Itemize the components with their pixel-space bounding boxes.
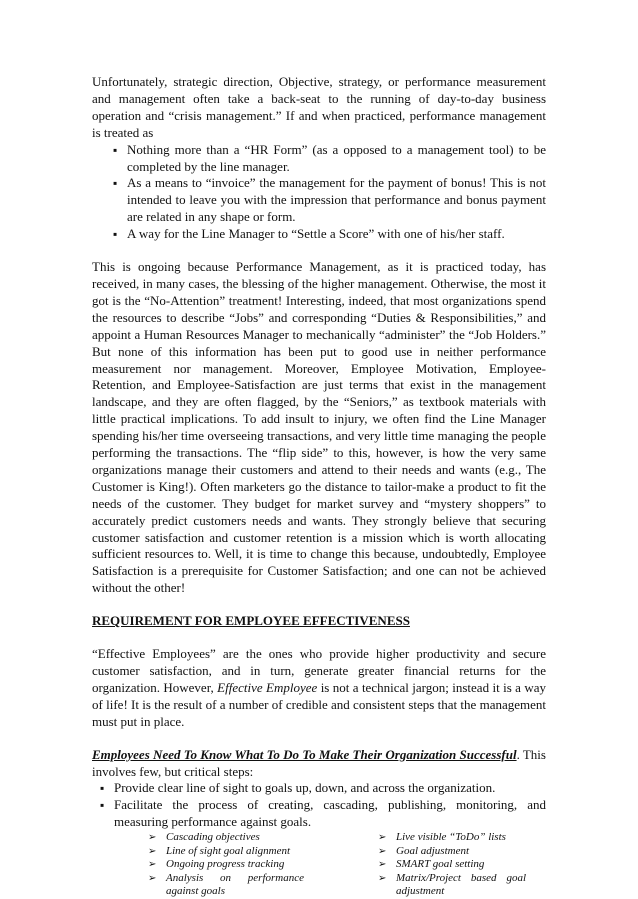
intro-bullet-list xyxy=(92,142,546,243)
list-item: ➢ Line of sight goal alignment xyxy=(146,845,304,859)
feature-columns xyxy=(92,831,546,899)
subsection-paragraph xyxy=(92,747,546,781)
section-paragraph xyxy=(92,646,546,731)
list-item: ➢ Matrix/Project based goal adjustment xyxy=(376,872,526,899)
intro-paragraph: Unfortunately, strategic direction, Objective, strategy, or performance measurement and management often take a back-seat to the running of day-to-day business operation and “crisis management.” If and when practiced, performance management is treated as xyxy=(92,74,546,140)
section-paragraph-italic: Effective Employee xyxy=(217,679,318,695)
list-item: ▪ Facilitate the process of creating, cascading, publishing, monitoring, and measuring performance against goals. xyxy=(92,797,546,831)
list-item: ▪ Provide clear line of sight to goals up, down, and across the organization. xyxy=(92,780,546,797)
list-item: ➢ Live visible “ToDo” lists xyxy=(376,831,526,845)
list-item: ➢ Ongoing progress tracking xyxy=(146,858,304,872)
list-item: ▪ Nothing more than a “HR Form” (as a opposed to a management tool) to be completed by the line manager. xyxy=(92,142,546,176)
list-item: ➢ Analysis on performance against goals xyxy=(146,872,304,899)
list-item: ➢ Goal adjustment xyxy=(376,845,526,859)
list-item: ▪ As a means to “invoice” the management for the payment of bonus! This is not intended to leave you with the impression that performance and bonus payment are related in any shape or form. xyxy=(92,175,546,226)
section-paragraph-end: is not a technical jargon; instead it is a way of life! It is the result of a number of credible and consistent steps that the management must put in place. xyxy=(92,679,546,729)
section-paragraph-start: “Effective Employees” are the ones who provide higher productivity and secure customer satisfaction, and in turn, generate greater financial returns for the organization. However, xyxy=(92,646,546,695)
body-paragraph: This is ongoing because Performance Management, as it is practiced today, has received, in many cases, the blessing of the higher management. Otherwise, the most it got is the “No-Attention” treatment! Interesting, indeed, that most organizations spend the resources to describe “Jobs” and corresponding “Duties & Responsibilities,” and appoint a Human Resources Manager to mechanically “administer” the “Job Holders.” But none of this information has been put to good use in neither performance measurement nor management. Moreover, Employee Motivation, Employee-Retention, and Employee-Satisfaction are just terms that exist in the management landscape, and they are often flagged, by the “Seniors,” as textbook materials with little practical implications. To add insult to injury, we often find the Line Manager spending his/her time overseeing transactions, and very little time managing the people performing the transactions. The “flip side” to this, however, is how the very same organizations manage their customers and attend to their needs and wants (e.g., The Customer is King!). Often marketers go the distance to tailor-make a product to fit the needs of the customer. They budget for market survey and “mystery shoppers” to accurately predict customers needs and wants. They strongly believe that securing customer satisfaction and customer retention is a mission which is worth allocating sufficient resources to. Well, it is time to change this because, undoubtedly, Employee Satisfaction is a prerequisite for Customer Satisfaction; and one can not be achieved without the other! xyxy=(92,259,546,596)
feature-list-right xyxy=(376,831,526,899)
subsection-lead: Employees Need To Know What To Do To Make Their Organization Successful xyxy=(92,746,517,762)
feature-list-left xyxy=(146,831,304,899)
list-item: ➢ SMART goal setting xyxy=(376,858,526,872)
list-item: ▪ A way for the Line Manager to “Settle a Score” with one of his/her staff. xyxy=(92,226,546,243)
document-page xyxy=(92,74,546,899)
section-heading: REQUIREMENT FOR EMPLOYEE EFFECTIVENESS xyxy=(92,613,410,629)
steps-bullet-list xyxy=(92,780,546,831)
list-item: ➢ Cascading objectives xyxy=(146,831,304,845)
subsection-lead-rest: . This involves few, but critical steps: xyxy=(92,746,546,779)
